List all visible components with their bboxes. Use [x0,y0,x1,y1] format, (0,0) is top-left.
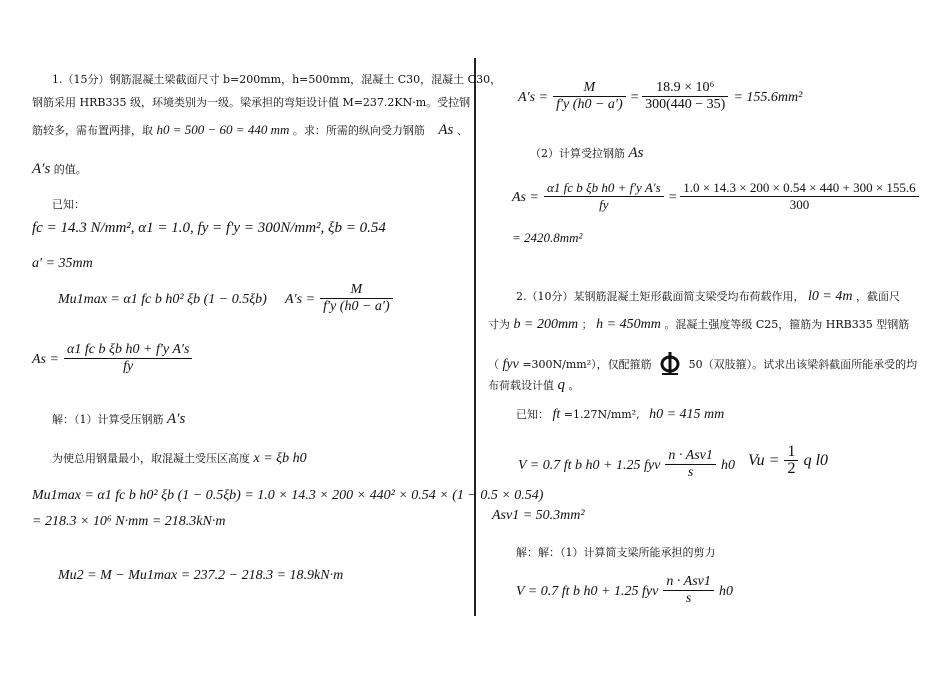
vu-denominator: 2 [787,460,796,477]
v-formula-denominator: s [687,465,694,480]
l0-value: l0 = 4m [808,289,853,304]
v2-formula-fraction [663,574,713,607]
ft-symbol: ft [552,407,561,422]
problem2-line4 [488,378,580,393]
as-prime-fraction [320,282,393,315]
as-numerator: α1 fc b ξb h0 + f′y A′s [64,342,192,359]
right-known-label: 已知： [516,408,549,421]
right-as-fraction2 [680,180,919,213]
problem2-line1-text: 2.（10分）某钢筋混凝土矩形截面简支梁受均布荷载作用， [516,290,805,303]
problem1-line4-text: 的值。 [53,163,87,176]
q-symbol: q [557,377,565,393]
problem2-line3 [488,350,917,380]
right-known [516,408,724,422]
vu-lhs: Vu = [748,452,780,469]
solution-step1-symbol: A′s [167,411,186,427]
as-fraction [64,342,192,375]
right-as-prime-lhs: A′s = [518,90,549,105]
as-prime-denominator: f′y (h0 − a′) [323,299,390,314]
vu-tail: q l0 [803,452,829,469]
problem2-line2 [488,318,909,332]
enum-mark: 、 [456,124,468,137]
right-as-lhs: As = [512,190,539,205]
right-as-fraction [544,180,664,213]
as-prime-numerator: M [320,282,393,299]
solution-step1-note-text: 为使总用钢量最小，取混凝土受压区高度 [52,452,250,465]
v-formula-fraction [665,448,715,481]
right-as-result: = 2420.8mm² [512,230,583,245]
problem2-line4-text: 布荷载设计值 [488,379,554,392]
vu-fraction [784,444,798,477]
solution-step1-x: x = ξb h0 [253,451,307,466]
right-as-denominator2: 300 [789,197,810,212]
known-equation: fc = 14.3 N/mm², α1 = 1.0, fy = f′y = 300N/mm², ξb = 0.54 [32,220,386,236]
h-value: h = 450mm [596,317,661,332]
problem2-line2-tail: 。混凝土强度等级 C25，箍筋为 HRB335 型钢筋 [664,318,910,331]
as-prime-lhs: A′s = [285,292,316,307]
right-solution: 解：解：（1）计算简支梁所能承担的剪力 [516,546,716,559]
problem2-line2-sep: ； [581,318,593,331]
as-prime-symbol: A′s [32,161,51,177]
solution-step1-note [52,452,307,466]
problem2-line2-text: 寸为 [488,318,510,331]
v-formula-lhs: V = 0.7 ft b h0 + 1.25 fyv [518,458,661,473]
step2-symbol: As [628,145,644,161]
problem2-line3-text: =300N/mm²），仅配箍筋 [522,358,652,371]
problem2-line3-open: （ [488,358,499,371]
right-as-prime-formula: A′s = $\frac{M}{f'y (h0 - a')}$ = $\frac{\text{18.9 × 10⁶}}{300(440 - 35)}$ = 155.6mm² [518,80,803,112]
problem2-line3-tail: 50（双肢箍）。试求出该梁斜截面所能承受的均 [688,358,918,371]
v2-formula-denominator: s [685,591,692,606]
problem1-line1: 1.（15分）钢筋混凝土梁截面尺寸 b=200mm，h=500mm，混凝土 C30，混凝土 C30， [52,73,502,86]
a-prime-value: a′ = 35mm [32,256,93,271]
solution-step1 [52,412,185,427]
right-as-denominator: fy [599,197,609,212]
problem1-line4 [32,162,87,177]
mu1max-formula: Mu1max = α1 fc b h0² ξb (1 − 0.5ξb) [58,292,267,307]
problem2-line1 [516,290,900,304]
right-as-prime-numerator2: 18.9 × 10⁶ [642,80,728,97]
right-as-numerator2: 1.0 × 14.3 × 200 × 0.54 × 440 + 300 × 155.6 [680,180,919,197]
v-formula [518,448,735,481]
right-as-prime-fraction2 [642,80,728,113]
v-formula-numerator: n · Asv1 [665,448,715,465]
calc-line3: Mu2 = M − Mu1max = 237.2 − 218.3 = 18.9kN·m [58,568,344,583]
right-as-prime-numerator: M [553,80,626,97]
right-as-formula: As = $\frac{\text{α1 fc b ξb h0 + f′y A′s}}{fy}$ = $\frac{1.0 \times 14.3 \times 200 \times 0.54 \times 440 + 300 \times 155.6}{300}$ [512,180,919,213]
calc-line1: Mu1max = α1 fc b h0² ξb (1 − 0.5ξb) = 1.0 × 14.3 × 200 × 440² × 0.54 × (1 − 0.5 × 0.54) [32,488,544,503]
right-as-numerator: α1 fc b ξb h0 + f′y A′s [544,180,664,197]
v2-formula-numerator: n · Asv1 [663,574,713,591]
column-divider [474,58,476,616]
v2-formula-tail: h0 [718,584,733,599]
h0-known: h0 = 415 mm [649,407,725,422]
known-label: 已知： [52,198,85,211]
step2-text: （2）计算受拉钢筋 [530,147,625,160]
v-formula-tail: h0 [720,458,735,473]
problem2-line1-tail: ，截面尺 [855,290,900,303]
as-denominator: fy [123,359,134,374]
step2-heading [530,146,644,161]
solution-step1-text: 解：（1）计算受压钢筋 [52,413,164,426]
vu-numerator: 1 [784,444,798,461]
right-as-prime-denominator2: 300(440 − 35) [645,97,726,112]
problem2-line4-tail: 。 [568,379,580,392]
right-as-prime-fraction [553,80,626,113]
as-prime-formula [285,282,393,315]
calc-line2: = 218.3 × 10⁶ N·mm = 218.3kN·m [32,514,226,529]
as-lhs: As = [32,352,59,367]
ft-value: =1.27N/mm², [563,408,640,421]
right-as-prime-result: = 155.6mm² [733,90,803,105]
problem1-line3-text: 筋较多，需布置两排，取 [32,124,153,137]
as-formula [32,342,192,375]
problem1-line3-ask: 。求：所需的纵向受力钢筋 [292,124,425,137]
fyv-symbol: fyv [502,357,519,372]
problem1-line3 [32,123,468,138]
right-as-prime-denominator: f′y (h0 − a′) [556,97,623,112]
v2-formula-lhs: V = 0.7 ft b h0 + 1.25 fyv [516,584,659,599]
as-symbol: As [438,122,454,138]
vu-formula [748,444,828,477]
h0-value: h0 = 500 − 60 = 440 mm [156,122,290,137]
b-value: b = 200mm [513,317,579,332]
stirrup-phi-icon [657,350,683,380]
problem1-line2: 钢筋采用 HRB335 级，环境类别为一级。梁承担的弯矩设计值 M=237.2KN·m。受拉钢 [32,96,471,109]
asv1-value: Asv1 = 50.3mm² [492,508,585,523]
v2-formula [516,574,733,607]
